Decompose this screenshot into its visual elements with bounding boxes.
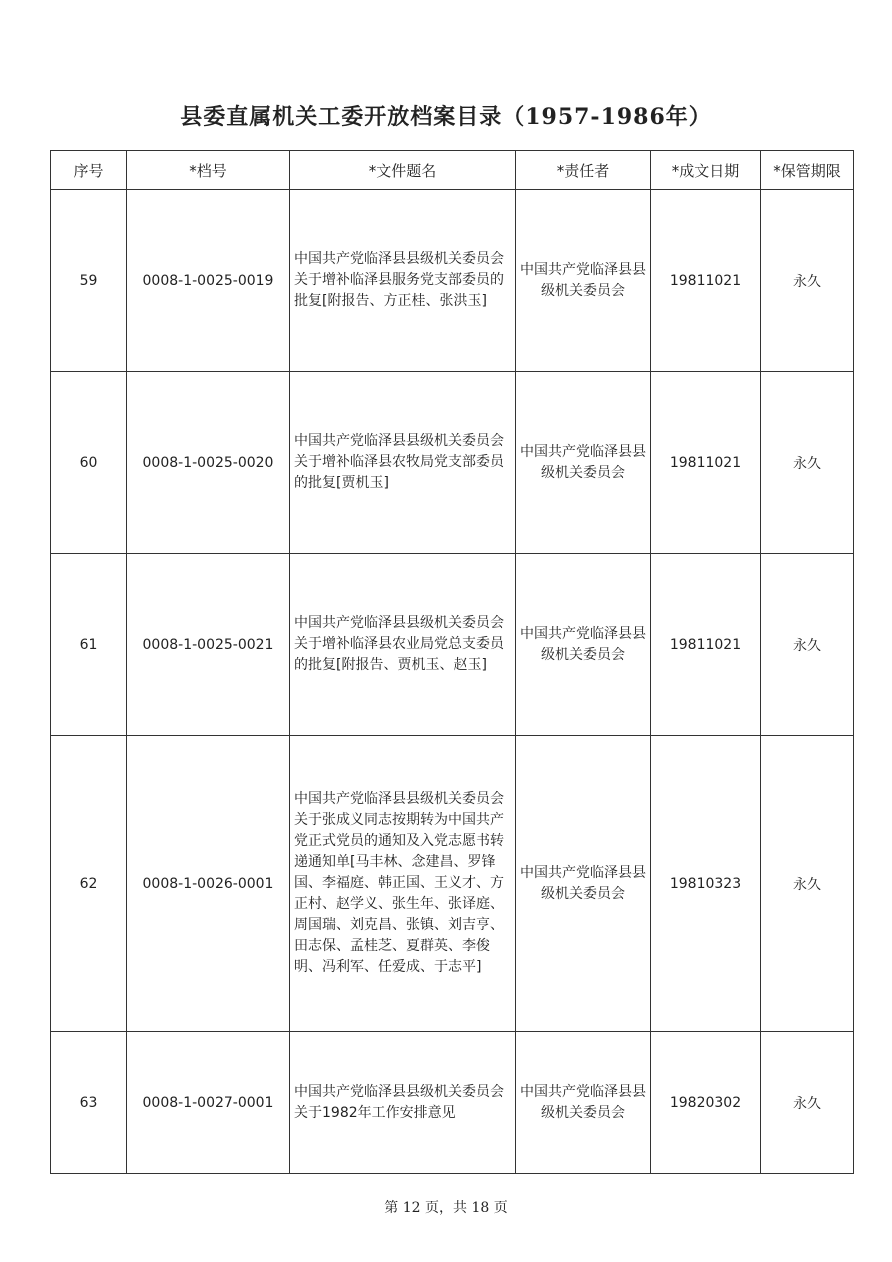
cell-date: 19811021 xyxy=(651,190,761,372)
cell-retention: 永久 xyxy=(761,736,854,1032)
cell-file-no: 0008-1-0025-0020 xyxy=(127,372,290,554)
cell-author: 中国共产党临泽县县级机关委员会 xyxy=(516,554,651,736)
cell-retention: 永久 xyxy=(761,554,854,736)
table-row xyxy=(51,190,854,372)
column-header-seq: 序号 xyxy=(51,151,127,190)
cell-file-no: 0008-1-0025-0019 xyxy=(127,190,290,372)
document-title: 县委直属机关工委开放档案目录（1957-1986年） xyxy=(180,104,712,130)
cell-file-no: 0008-1-0026-0001 xyxy=(127,736,290,1032)
cell-date: 19811021 xyxy=(651,554,761,736)
cell-seq: 62 xyxy=(51,736,127,1032)
catalog-table xyxy=(50,150,854,1174)
cell-seq: 61 xyxy=(51,554,127,736)
cell-file-no: 0008-1-0025-0021 xyxy=(127,554,290,736)
table-row xyxy=(51,736,854,1032)
cell-doc-title: 中国共产党临泽县县级机关委员会关于1982年工作安排意见 xyxy=(290,1032,516,1174)
cell-author: 中国共产党临泽县县级机关委员会 xyxy=(516,736,651,1032)
cell-date: 19811021 xyxy=(651,372,761,554)
cell-author: 中国共产党临泽县县级机关委员会 xyxy=(516,1032,651,1174)
cell-author: 中国共产党临泽县县级机关委员会 xyxy=(516,190,651,372)
column-header-author: *责任者 xyxy=(516,151,651,190)
table-row xyxy=(51,372,854,554)
cell-seq: 63 xyxy=(51,1032,127,1174)
cell-doc-title: 中国共产党临泽县县级机关委员会关于增补临泽县服务党支部委员的批复[附报告、方正桂、张洪玉] xyxy=(290,190,516,372)
cell-retention: 永久 xyxy=(761,190,854,372)
cell-date: 19810323 xyxy=(651,736,761,1032)
column-header-date: *成文日期 xyxy=(651,151,761,190)
cell-doc-title: 中国共产党临泽县县级机关委员会关于张成义同志按期转为中国共产党正式党员的通知及入党志愿书转递通知单[马丰林、念建昌、罗锋国、李福庭、韩正国、王义才、方正村、赵学义、张生年、张译庭、周国瑞、刘克昌、张镇、刘吉亨、田志保、孟桂芝、夏群英、李俊明、冯利军、任爱成、于志平] xyxy=(290,736,516,1032)
cell-file-no: 0008-1-0027-0001 xyxy=(127,1032,290,1174)
cell-doc-title: 中国共产党临泽县县级机关委员会关于增补临泽县农牧局党支部委员的批复[贾机玉] xyxy=(290,372,516,554)
cell-date: 19820302 xyxy=(651,1032,761,1174)
cell-author: 中国共产党临泽县县级机关委员会 xyxy=(516,372,651,554)
cell-doc-title: 中国共产党临泽县县级机关委员会关于增补临泽县农业局党总支委员的批复[附报告、贾机玉、赵玉] xyxy=(290,554,516,736)
cell-retention: 永久 xyxy=(761,1032,854,1174)
table-header-row xyxy=(51,151,854,190)
table-row xyxy=(51,554,854,736)
page-number-footer: 第 12 页，共 18 页 xyxy=(384,1200,508,1216)
cell-seq: 59 xyxy=(51,190,127,372)
cell-retention: 永久 xyxy=(761,372,854,554)
column-header-file-no: *档号 xyxy=(127,151,290,190)
cell-seq: 60 xyxy=(51,372,127,554)
column-header-retention: *保管期限 xyxy=(761,151,854,190)
table-row xyxy=(51,1032,854,1174)
column-header-doc-title: *文件题名 xyxy=(290,151,516,190)
